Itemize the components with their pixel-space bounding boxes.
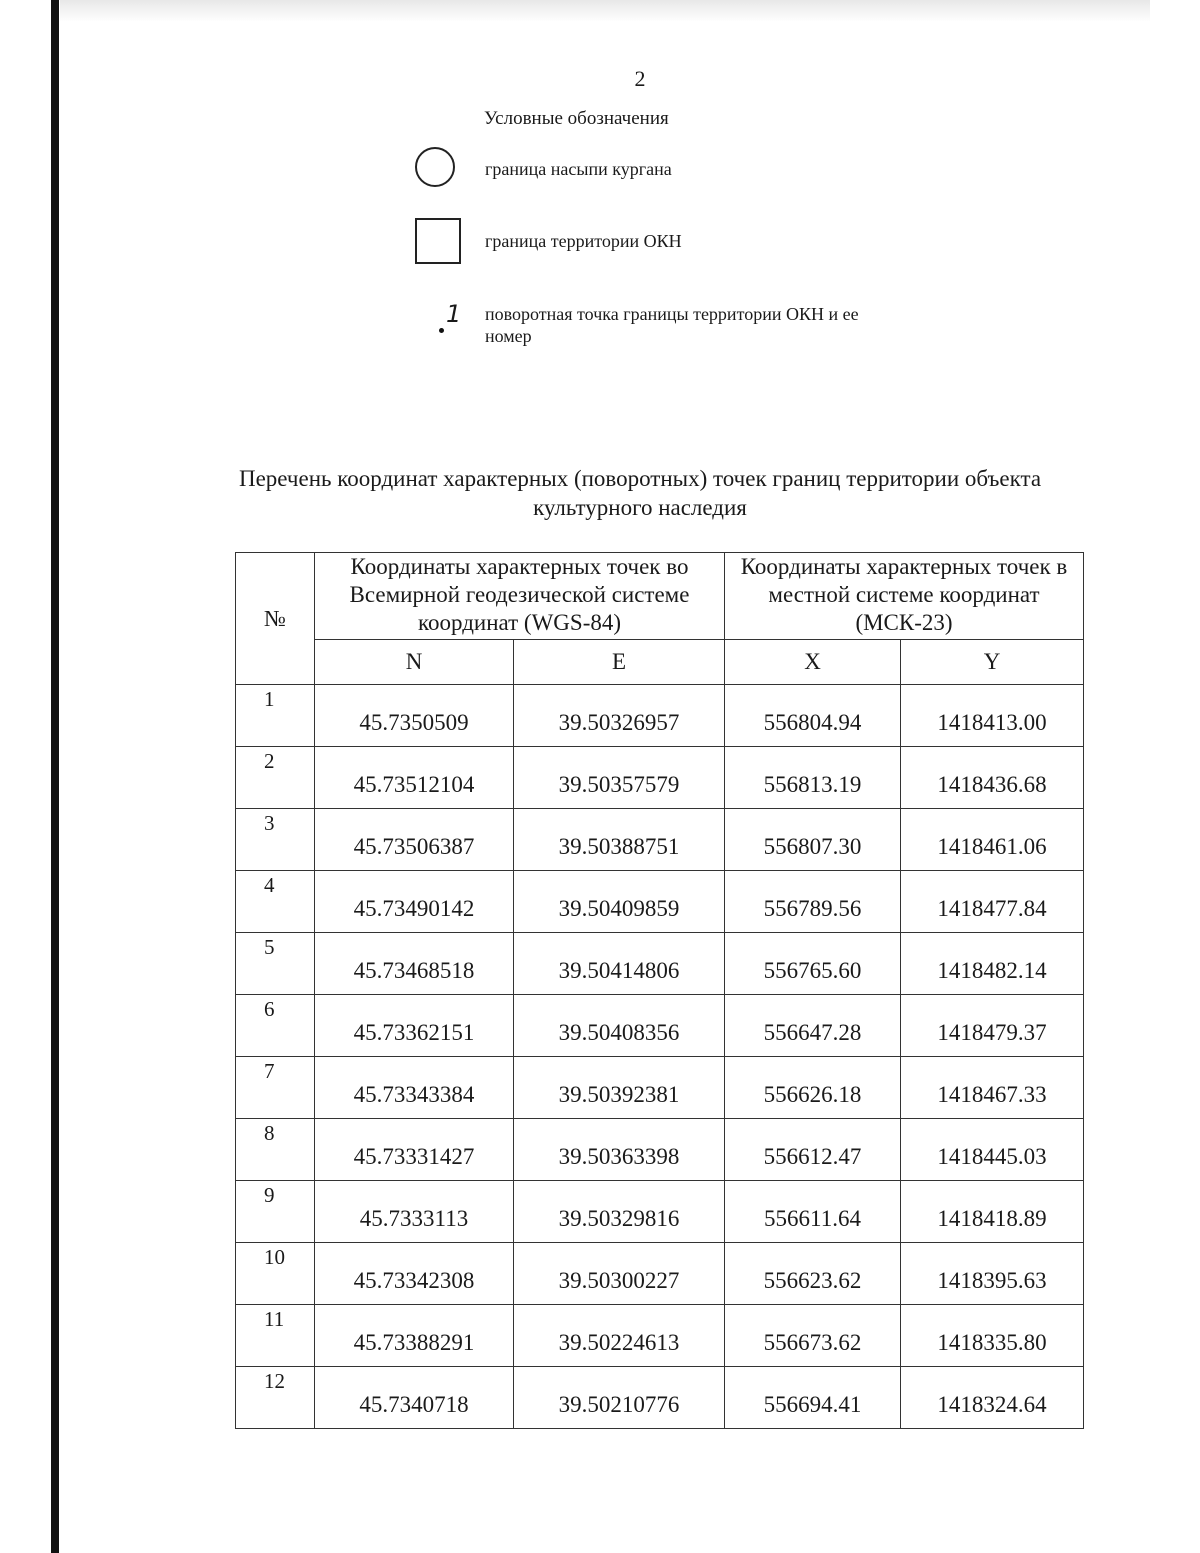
cell-e <box>514 1181 725 1243</box>
cell-value: 556813.19 <box>763 771 862 797</box>
cell-n <box>315 871 514 933</box>
cell-x <box>725 933 901 995</box>
cell-value: 1418445.03 <box>937 1143 1047 1169</box>
cell-y <box>901 685 1084 747</box>
table-row <box>236 1243 1084 1305</box>
coordinates-table <box>235 552 1084 1429</box>
cell-value: 45.73512104 <box>353 771 475 797</box>
cell-y <box>901 933 1084 995</box>
cell-value: 556626.18 <box>763 1081 862 1107</box>
cell-value: 556673.62 <box>763 1329 862 1355</box>
cell-value: 45.73506387 <box>353 833 475 859</box>
cell-value: 556694.41 <box>763 1391 862 1417</box>
header-msk: Координаты характерных точек в местной системе координат (МСК-23) <box>725 553 1084 640</box>
table-row <box>236 1057 1084 1119</box>
cell-x <box>725 809 901 871</box>
header-wgs: Координаты характерных точек во Всемирной геодезической системе координат (WGS-84) <box>315 553 725 640</box>
cell-y <box>901 1305 1084 1367</box>
cell-num: 8 <box>236 1119 315 1181</box>
cell-value: 39.50408356 <box>558 1019 680 1045</box>
cell-e <box>514 1057 725 1119</box>
header-x: X <box>725 640 901 685</box>
cell-value: 45.73342308 <box>353 1267 475 1293</box>
cell-value: 556765.60 <box>763 957 862 983</box>
table-row <box>236 1181 1084 1243</box>
cell-num: 3 <box>236 809 315 871</box>
cell-value: 39.50414806 <box>558 957 680 983</box>
cell-num: 11 <box>236 1305 315 1367</box>
cell-e <box>514 685 725 747</box>
cell-value: 39.50392381 <box>558 1081 680 1107</box>
cell-value: 45.73362151 <box>353 1019 475 1045</box>
header-y: Y <box>901 640 1084 685</box>
table-row <box>236 809 1084 871</box>
cell-value: 45.73468518 <box>353 957 475 983</box>
cell-e <box>514 1367 725 1429</box>
cell-value: 39.50224613 <box>558 1329 680 1355</box>
table-body <box>236 685 1084 1429</box>
cell-x <box>725 871 901 933</box>
page-number: 2 <box>634 66 646 91</box>
cell-x <box>725 1305 901 1367</box>
header-e: E <box>514 640 725 685</box>
scan-left-edge <box>51 0 59 1553</box>
cell-e <box>514 809 725 871</box>
cell-num: 12 <box>236 1367 315 1429</box>
cell-n <box>315 809 514 871</box>
table-row <box>236 995 1084 1057</box>
cell-n <box>315 933 514 995</box>
cell-value: 556647.28 <box>763 1019 862 1045</box>
cell-value: 39.50357579 <box>558 771 680 797</box>
header-n: N <box>315 640 514 685</box>
cell-value: 45.7340718 <box>359 1391 469 1417</box>
cell-y <box>901 995 1084 1057</box>
table-row <box>236 747 1084 809</box>
cell-n <box>315 1181 514 1243</box>
cell-n <box>315 1057 514 1119</box>
cell-e <box>514 1119 725 1181</box>
cell-value: 1418335.80 <box>937 1329 1047 1355</box>
cell-value: 556804.94 <box>763 709 862 735</box>
cell-value: 1418418.89 <box>937 1205 1047 1231</box>
cell-y <box>901 1057 1084 1119</box>
cell-x <box>725 685 901 747</box>
turning-point-icon <box>434 300 464 348</box>
cell-n <box>315 1243 514 1305</box>
table-title: Перечень координат характерных (поворотных) точек границ территории объекта культурного наследия <box>238 466 1042 520</box>
cell-n <box>315 995 514 1057</box>
cell-value: 39.50326957 <box>558 709 680 735</box>
cell-num: 5 <box>236 933 315 995</box>
cell-x <box>725 1057 901 1119</box>
cell-e <box>514 747 725 809</box>
cell-x <box>725 1119 901 1181</box>
legend-label-mound: граница насыпи кургана <box>485 159 672 179</box>
legend-label-territory: граница территории ОКН <box>485 231 682 251</box>
circle-icon <box>415 147 455 187</box>
cell-num: 7 <box>236 1057 315 1119</box>
cell-value: 45.73388291 <box>353 1329 475 1355</box>
cell-n <box>315 1305 514 1367</box>
cell-value: 556623.62 <box>763 1267 862 1293</box>
cell-e <box>514 1305 725 1367</box>
cell-value: 45.73343384 <box>353 1081 475 1107</box>
cell-value: 1418413.00 <box>937 709 1047 735</box>
cell-value: 39.50300227 <box>558 1267 680 1293</box>
scan-top-shadow <box>60 0 1150 22</box>
table-row <box>236 1367 1084 1429</box>
cell-value: 1418482.14 <box>937 957 1047 983</box>
cell-n <box>315 747 514 809</box>
legend-title: Условные обозначения <box>484 108 669 129</box>
cell-y <box>901 809 1084 871</box>
cell-value: 39.50329816 <box>558 1205 680 1231</box>
cell-x <box>725 1243 901 1305</box>
cell-value: 39.50388751 <box>558 833 680 859</box>
cell-num: 2 <box>236 747 315 809</box>
cell-value: 1418324.64 <box>937 1391 1047 1417</box>
cell-n <box>315 1367 514 1429</box>
cell-value: 556611.64 <box>764 1205 861 1231</box>
legend-label-turning-point: поворотная точка границы территории ОКН и ее номер <box>485 304 859 346</box>
point-marker-number: 1 <box>446 300 462 328</box>
cell-num: 4 <box>236 871 315 933</box>
cell-value: 1418467.33 <box>937 1081 1047 1107</box>
cell-y <box>901 1119 1084 1181</box>
cell-value: 39.50210776 <box>558 1391 680 1417</box>
cell-value: 1418436.68 <box>937 771 1047 797</box>
cell-y <box>901 871 1084 933</box>
table-row <box>236 1305 1084 1367</box>
cell-y <box>901 1243 1084 1305</box>
cell-value: 45.7350509 <box>359 709 469 735</box>
cell-num: 1 <box>236 685 315 747</box>
table-row <box>236 685 1084 747</box>
cell-value: 556789.56 <box>763 895 862 921</box>
cell-x <box>725 747 901 809</box>
cell-n <box>315 1119 514 1181</box>
cell-y <box>901 747 1084 809</box>
cell-value: 39.50409859 <box>558 895 680 921</box>
cell-value: 45.73331427 <box>353 1143 475 1169</box>
cell-x <box>725 1181 901 1243</box>
header-num: № <box>236 553 315 685</box>
table-row <box>236 1119 1084 1181</box>
cell-e <box>514 1243 725 1305</box>
cell-x <box>725 1367 901 1429</box>
cell-e <box>514 933 725 995</box>
cell-e <box>514 871 725 933</box>
cell-num: 6 <box>236 995 315 1057</box>
cell-value: 39.50363398 <box>558 1143 680 1169</box>
cell-x <box>725 995 901 1057</box>
table-row <box>236 871 1084 933</box>
cell-value: 1418479.37 <box>937 1019 1047 1045</box>
cell-y <box>901 1181 1084 1243</box>
cell-value: 1418477.84 <box>937 895 1047 921</box>
cell-value: 45.73490142 <box>353 895 475 921</box>
cell-e <box>514 995 725 1057</box>
cell-value: 556807.30 <box>763 833 862 859</box>
cell-num: 10 <box>236 1243 315 1305</box>
square-icon <box>415 218 461 264</box>
table-row <box>236 933 1084 995</box>
point-dot <box>439 328 444 333</box>
cell-y <box>901 1367 1084 1429</box>
cell-value: 556612.47 <box>763 1143 862 1169</box>
cell-value: 45.7333113 <box>359 1205 469 1231</box>
cell-value: 1418395.63 <box>937 1267 1047 1293</box>
cell-n <box>315 685 514 747</box>
cell-num: 9 <box>236 1181 315 1243</box>
cell-value: 1418461.06 <box>937 833 1047 859</box>
